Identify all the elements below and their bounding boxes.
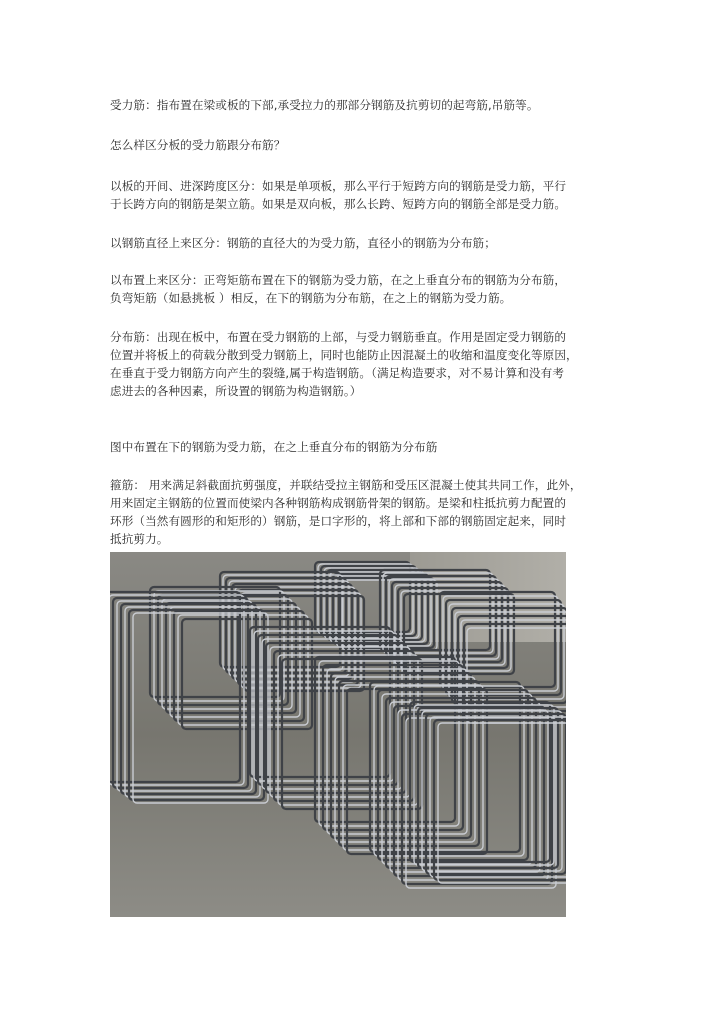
stirrup-photo-drawing: [110, 552, 566, 917]
para-diameter: 以钢筋直径上来区分：钢筋的直径大的为受力筋，直径小的钢筋为分布筋；: [110, 236, 496, 250]
para-stirrup-line-4: 抵抗剪力。: [110, 532, 169, 546]
para-stressed-rebar-definition: 受力筋：指布置在梁或板的下部,承受拉力的那部分钢筋及抗剪切的起弯筋,吊筋等。: [110, 98, 539, 112]
para-question: 怎么样区分板的受力筋跟分布筋？: [110, 138, 286, 152]
para-span-line-2: 于长跨方向的钢筋是架立筋。如果是双向板，那么长跨、短跨方向的钢筋全部是受力筋。: [110, 197, 567, 211]
para-span-line-1: 以板的开间、进深跨度区分：如果是单项板，那么平行于短跨方向的钢筋是受力筋，平行: [110, 179, 567, 193]
para-placement-line-1: 以布置上来区分：正弯矩筋布置在下的钢筋为受力筋，在之上垂直分布的钢筋为分布筋，: [110, 273, 567, 287]
para-figure-caption: 图中布置在下的钢筋为受力筋，在之上垂直分布的钢筋为分布筋: [110, 440, 438, 454]
para-stirrup-line-1: 箍筋： 用来满足斜截面抗剪强度，并联结受拉主钢筋和受压区混凝土使其共同工作，此外，: [110, 478, 582, 492]
para-distribution-line-4: 虑进去的各种因素，所设置的钢筋为构造钢筋。）: [110, 384, 362, 398]
para-distribution-line-1: 分布筋：出现在板中，布置在受力钢筋的上部，与受力钢筋垂直。作用是固定受力钢筋的: [110, 330, 567, 344]
para-distribution-line-2: 位置并将板上的荷载分散到受力钢筋上，同时也能防止因混凝土的收缩和温度变化等原因，: [110, 348, 578, 362]
para-placement-line-2: 负弯矩筋（如悬挑板 ）相反，在下的钢筋为分布筋，在之上的钢筋为受力筋。: [110, 291, 512, 305]
para-distribution-line-3: 在垂直于受力钢筋方向产生的裂缝,属于构造钢筋。（满足构造要求，对不易计算和没有考: [110, 366, 565, 380]
stirrup-photo: [110, 552, 566, 917]
para-stirrup-line-3: 环形（当然有圆形的和矩形的）钢筋，是口字形的，将上部和下部的钢筋固定起来，同时: [110, 514, 567, 528]
para-stirrup-line-2: 用来固定主钢筋的位置而使梁内各种钢筋构成钢筋骨架的钢筋。是梁和柱抵抗剪力配置的: [110, 496, 567, 510]
